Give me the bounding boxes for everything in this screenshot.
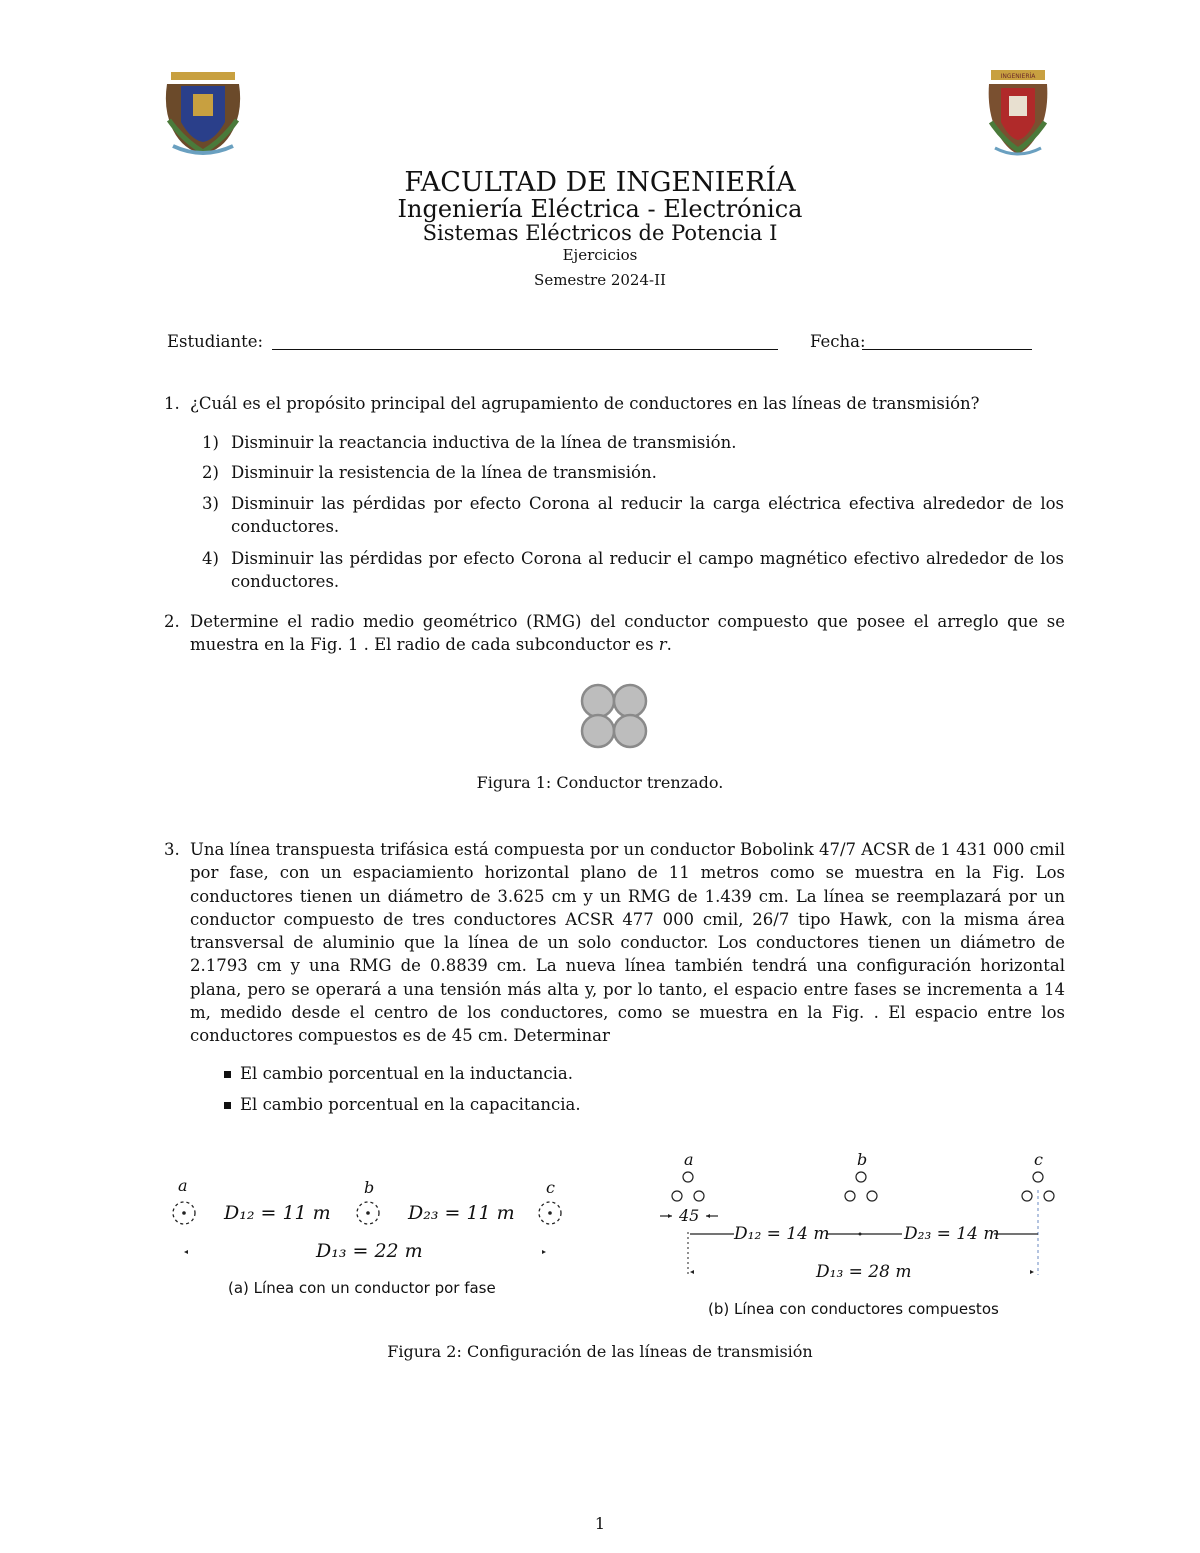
figure-1-bundle <box>578 682 650 750</box>
phase-b-label: b <box>364 1178 375 1197</box>
subconductor-c3 <box>1044 1191 1054 1201</box>
fi-shield-logo <box>985 68 1051 156</box>
subconductor-b1 <box>856 1172 866 1182</box>
doc-type: Ejercicios <box>562 246 638 264</box>
option-text: Disminuir la resistencia de la línea de transmisión. <box>231 463 657 482</box>
student-field[interactable] <box>272 349 778 350</box>
subconductor-b2 <box>845 1191 855 1201</box>
question-text: Determine el radio medio geométrico (RMG) del conductor compuesto que posee el arreglo que se muestra en la Fig. 1 . El radio de cada subconductor es <box>190 612 1065 655</box>
program-title: Ingeniería Eléctrica - Electrónica <box>397 195 803 223</box>
bullet-text: El cambio porcentual en la inductancia. <box>240 1064 573 1083</box>
subconductor-c1 <box>1033 1172 1043 1182</box>
d23-label: D₂₃ = 14 m <box>904 1224 1000 1244</box>
d12-label: D₁₂ = 14 m <box>734 1224 830 1244</box>
figure-1-caption: Figura 1: Conductor trenzado. <box>476 773 724 792</box>
faculty-title: FACULTAD DE INGENIERÍA <box>404 167 796 198</box>
spacing-45-label: 45 <box>679 1206 700 1225</box>
phase-c-label: c <box>1034 1150 1043 1169</box>
subconductor-a2 <box>672 1191 682 1201</box>
d13-label: D₁₃ = 22 m <box>316 1240 423 1262</box>
phase-b-label: b <box>857 1150 868 1169</box>
option-4 <box>202 547 1064 594</box>
d13-label: D₁₃ = 28 m <box>816 1262 912 1282</box>
student-label: Estudiante: <box>167 332 264 351</box>
date-field[interactable] <box>862 349 1032 350</box>
question-number: 2. <box>164 612 180 631</box>
question-number: 1. <box>164 394 180 413</box>
option-text: Disminuir la reactancia inductiva de la línea de transmisión. <box>231 433 737 452</box>
date-label: Fecha: <box>810 332 866 351</box>
radius-variable: r <box>658 635 667 655</box>
figure-2a-caption: (a) Línea con un conductor por fase <box>228 1279 496 1297</box>
question-3 <box>164 838 1066 1048</box>
question-text: ¿Cuál es el propósito principal del agrupamiento de conductores en las líneas de transmisión? <box>190 394 980 413</box>
page-number: 1 <box>594 1514 606 1533</box>
phase-c-label: c <box>546 1178 555 1197</box>
subconductor <box>614 715 646 747</box>
figure-2a <box>160 1170 580 1270</box>
option-text: Disminuir las pérdidas por efecto Corona al reducir el campo magnético efectivo alrededor de los conductores. <box>231 549 1064 592</box>
subconductor-a1 <box>683 1172 693 1182</box>
option-1 <box>202 431 1064 454</box>
question-text-end: . <box>666 635 672 655</box>
figure-2b-caption: (b) Línea con conductores compuestos <box>708 1300 999 1318</box>
semester: Semestre 2024-II <box>534 271 666 289</box>
bullet-marker <box>224 1071 231 1078</box>
d12-label: D₁₂ = 11 m <box>224 1202 331 1224</box>
bullet-1 <box>240 1064 573 1083</box>
phase-a-label: a <box>684 1150 694 1169</box>
subconductor-b3 <box>867 1191 877 1201</box>
option-number: 3) <box>202 494 219 513</box>
bullet-text: El cambio porcentual en la capacitancia. <box>240 1095 581 1114</box>
question-1 <box>164 392 1065 415</box>
question-2 <box>164 610 1065 657</box>
d23-label: D₂₃ = 11 m <box>408 1202 515 1224</box>
phase-a-label: a <box>178 1176 188 1195</box>
subconductor <box>614 685 646 717</box>
option-text: Disminuir las pérdidas por efecto Corona al reducir la carga eléctrica efectiva alrededor de los conductores. <box>231 494 1064 537</box>
subconductor-c2 <box>1022 1191 1032 1201</box>
option-number: 2) <box>202 463 219 482</box>
question-text: Una línea transpuesta trifásica está compuesta por un conductor Bobolink 47/7 ACSR de 1 431 000 cmil por fase, con un espaciamiento horizontal plano de 11 metros como se muestra en la Fig. Los conductores tienen un diámetro de 3.625 cm y un RMG de 1.439 cm. La línea se reemplazará por un conductor compuesto de tres conductores ACSR 477 000 cmil, 26/7 tipo Hawk, con la misma área transversal de aluminio que la línea de un solo conductor. Los conductores tienen un diámetro de 2.1793 cm y una RMG de 0.8839 cm. La nueva línea también tendrá una configuración horizontal plana, pero se operará a una tensión más alta y, por lo tanto, el espacio entre fases se incrementa a 14 m, medido desde el centro de los conductores, como se muestra en la Fig. . El espacio entre los conductores compuestos es de 45 cm. Determinar <box>190 840 1066 1046</box>
option-number: 1) <box>202 433 219 452</box>
subconductor <box>582 715 614 747</box>
subconductor <box>582 685 614 717</box>
bullet-marker <box>224 1102 231 1109</box>
option-number: 4) <box>202 549 219 568</box>
option-2 <box>202 461 1064 484</box>
svg-text:INGENIERÍA: INGENIERÍA <box>1000 73 1036 80</box>
figure-2b <box>650 1150 1070 1290</box>
question-number: 3. <box>164 840 180 859</box>
bullet-2 <box>240 1095 581 1114</box>
figure-2-caption: Figura 2: Configuración de las líneas de transmisión <box>387 1342 813 1361</box>
option-3 <box>202 492 1064 539</box>
unam-shield-logo <box>163 70 243 156</box>
course-title: Sistemas Eléctricos de Potencia I <box>422 221 778 245</box>
subconductor-a3 <box>694 1191 704 1201</box>
